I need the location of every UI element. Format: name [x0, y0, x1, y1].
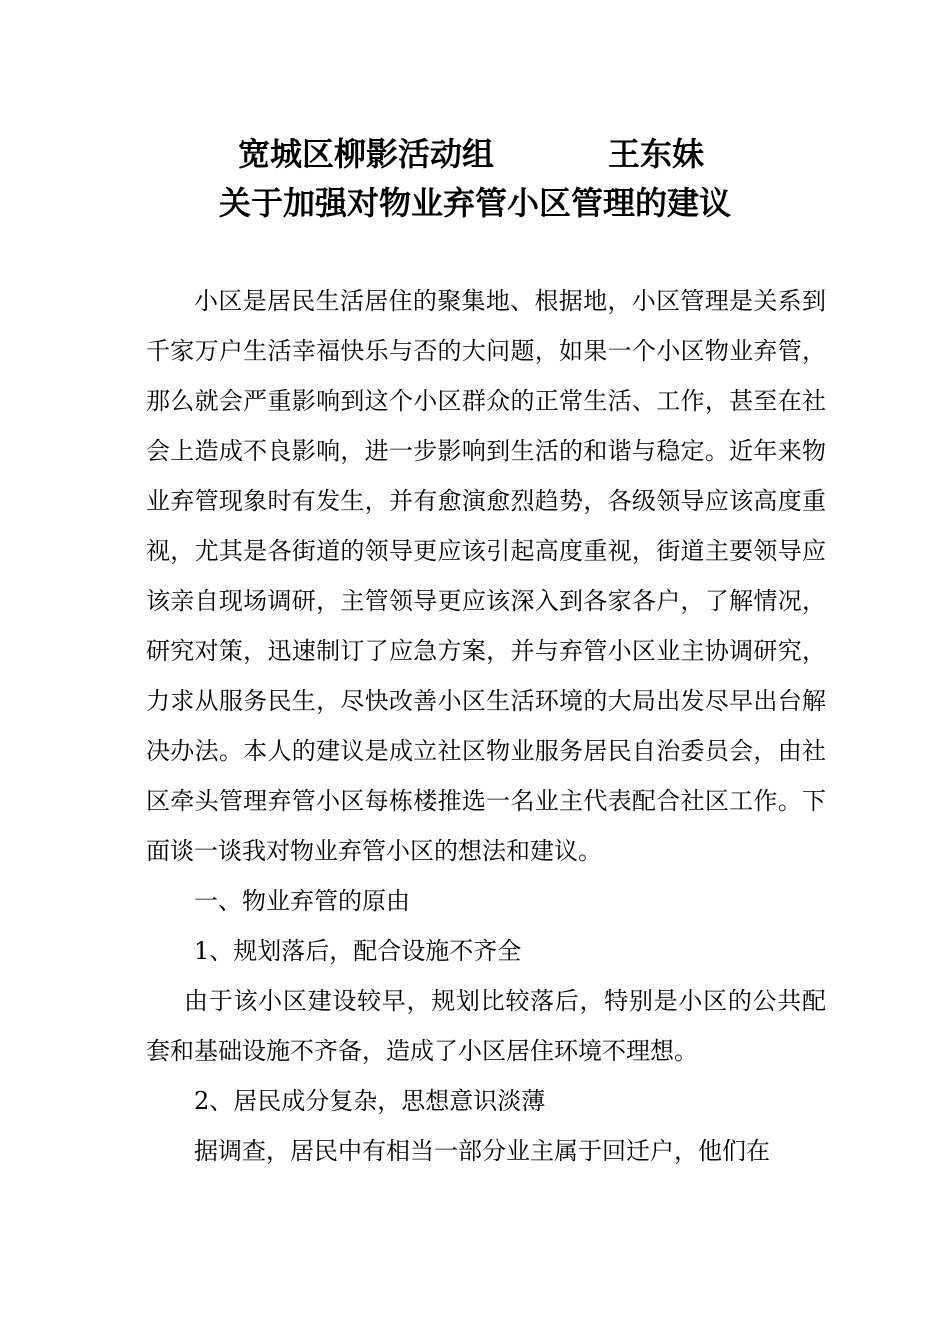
section-heading-1: 一、物业弃管的原由 — [194, 887, 410, 915]
document-body — [146, 276, 826, 1176]
subheading-1-paragraph: 由于该小区建设较早，规划比较落后，特别是小区的公共配套和基础设施不齐备，造成了小区居住环境不理想。 — [146, 987, 826, 1065]
subheading-1: 1、规划落后，配合设施不齐全 — [194, 937, 522, 965]
subheading-2-paragraph: 据调查，居民中有相当一部分业主属于回迁户，他们在 — [194, 1137, 770, 1165]
document-subject-title: 关于加强对物业弃管小区管理的建议 — [218, 184, 731, 222]
document-title-line — [0, 132, 950, 176]
intro-paragraph: 小区是居民生活居住的聚集地、根据地，小区管理是关系到千家万户生活幸福快乐与否的大问题，如果一个小区物业弃管，那么就会严重影响到这个小区群众的正常生活、工作，甚至在社会上造成不良影响，进一步影响到生活的和谐与稳定。近年来物业弃管现象时有发生，并有愈演愈烈趋势，各级领导应该高度重视，尤其是各街道的领导更应该引起高度重视，街道主要领导应该亲自现场调研，主管领导更应该深入到各家各户，了解情况，研究对策，迅速制订了应急方案，并与弃管小区业主协调研究，力求从服务民生，尽快改善小区生活环境的大局出发尽早出台解决办法。本人的建议是成立社区物业服务居民自治委员会，由社区牵头管理弃管小区每栋楼推选一名业主代表配合社区工作。下面谈一谈我对物业弃管小区的想法和建议。 — [146, 287, 826, 865]
activity-group-name: 宽城区柳影活动组 — [238, 135, 495, 173]
author-name: 王东妹 — [608, 135, 705, 173]
subheading-2: 2、居民成分复杂，思想意识淡薄 — [194, 1087, 546, 1115]
